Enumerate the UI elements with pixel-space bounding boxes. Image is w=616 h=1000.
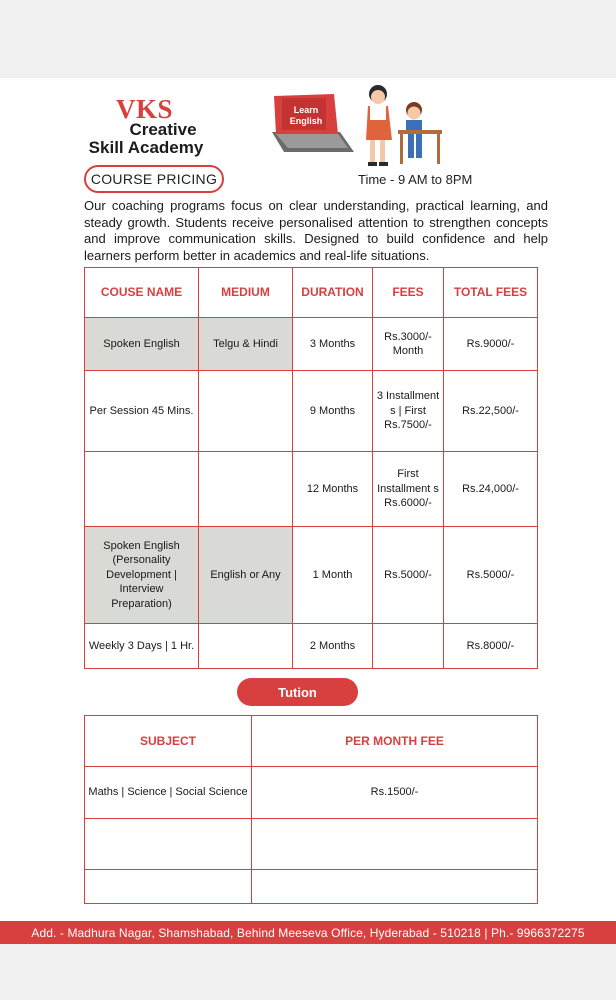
cell-subject xyxy=(85,819,252,870)
intro-paragraph: Our coaching programs focus on clear understanding, practical learning, and steady growth. Students receive personalised attention to strengthen concepts and improve communication skills. Designed to build confidence and help learners perform better in academics and real-life situations. xyxy=(84,198,548,263)
cell-course-name xyxy=(85,452,199,527)
footer-address-bar: Add. - Madhura Nagar, Shamshabad, Behind Meeseva Office, Hyderabad - 510218 | Ph.- 9966372275 xyxy=(0,921,616,944)
pricing-page xyxy=(0,78,616,944)
table-row xyxy=(85,318,538,371)
table-row xyxy=(85,819,538,870)
cell-duration: 3 Months xyxy=(293,318,373,371)
table-row xyxy=(85,870,538,904)
cell-duration: 1 Month xyxy=(293,527,373,624)
table-row xyxy=(85,624,538,669)
table-header-row xyxy=(85,268,538,318)
laptop-label-english: English xyxy=(289,116,323,126)
cell-fees: First Installment s Rs.6000/- xyxy=(373,452,444,527)
table-row xyxy=(85,452,538,527)
tuition-header-row xyxy=(85,716,538,767)
teacher-student-icon xyxy=(358,80,444,172)
cell-fee xyxy=(252,870,538,904)
course-pricing-table xyxy=(84,267,538,669)
timing-text: Time - 9 AM to 8PM xyxy=(358,172,473,187)
cell-medium xyxy=(199,624,293,669)
cell-course-name: Weekly 3 Days | 1 Hr. xyxy=(85,624,199,669)
header-fees: FEES xyxy=(373,268,444,318)
cell-fees: 3 Installment s | First Rs.7500/- xyxy=(373,371,444,452)
course-pricing-badge: COURSE PRICING xyxy=(84,165,224,193)
logo-vks: VKS xyxy=(116,94,174,124)
cell-course-name: Spoken English (Personality Development | Interview Preparation) xyxy=(85,527,199,624)
table-row xyxy=(85,527,538,624)
header-total-fees: TOTAL FEES xyxy=(444,268,538,318)
cell-total: Rs.9000/- xyxy=(444,318,538,371)
cell-total: Rs.24,000/- xyxy=(444,452,538,527)
table-row xyxy=(85,767,538,819)
cell-duration: 2 Months xyxy=(293,624,373,669)
cell-medium xyxy=(199,452,293,527)
cell-medium: Telgu & Hindi xyxy=(199,318,293,371)
tuition-fee-table xyxy=(84,715,538,904)
cell-fees: Rs.5000/- xyxy=(373,527,444,624)
logo-line-skill-academy: Skill Academy xyxy=(88,138,204,157)
header-per-month-fee: PER MONTH FEE xyxy=(252,716,538,767)
tuition-badge: Tution xyxy=(237,678,358,706)
cell-fee: Rs.1500/- xyxy=(252,767,538,819)
cell-medium: English or Any xyxy=(199,527,293,624)
laptop-label-learn: Learn xyxy=(293,105,319,115)
laptop-learn-english-icon xyxy=(268,86,358,166)
cell-fees: Rs.3000/- Month xyxy=(373,318,444,371)
cell-course-name: Per Session 45 Mins. xyxy=(85,371,199,452)
header-course-name: COUSE NAME xyxy=(85,268,199,318)
cell-duration: 12 Months xyxy=(293,452,373,527)
cell-total: Rs.22,500/- xyxy=(444,371,538,452)
header-subject: SUBJECT xyxy=(85,716,252,767)
cell-total: Rs.8000/- xyxy=(444,624,538,669)
header-duration: DURATION xyxy=(293,268,373,318)
cell-duration: 9 Months xyxy=(293,371,373,452)
logo-line-creative: Creative xyxy=(129,120,197,139)
cell-fees xyxy=(373,624,444,669)
table-row xyxy=(85,371,538,452)
cell-total: Rs.5000/- xyxy=(444,527,538,624)
header-medium: MEDIUM xyxy=(199,268,293,318)
cell-subject xyxy=(85,870,252,904)
cell-subject: Maths | Science | Social Science xyxy=(85,767,252,819)
cell-course-name: Spoken English xyxy=(85,318,199,371)
cell-fee xyxy=(252,819,538,870)
cell-medium xyxy=(199,371,293,452)
